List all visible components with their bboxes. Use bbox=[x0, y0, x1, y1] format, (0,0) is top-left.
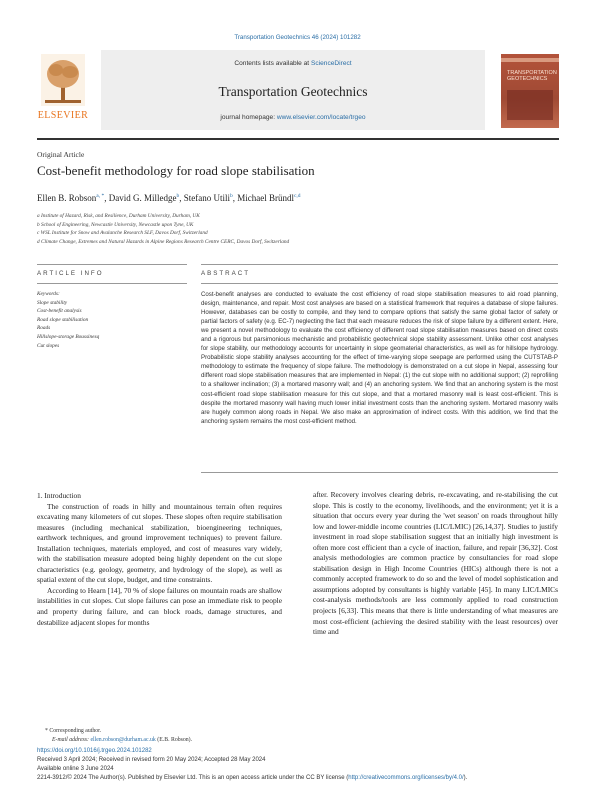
paragraph: According to Hearn [14], 70 % of slope failures on mountain roads are shallow instabilities in cut slopes. Cut slope failures can pose an immediate risk to people and property during failure, and can block roads, damage structures, and destabilize adjacent slopes for months bbox=[37, 585, 282, 627]
affiliation-marker[interactable]: c,d bbox=[293, 193, 301, 199]
keyword: Cost-benefit analysis bbox=[37, 308, 82, 315]
corresponding-author-note: * Corresponding author. bbox=[45, 728, 102, 734]
author-list bbox=[37, 193, 301, 203]
keywords-label: Keywords: bbox=[37, 291, 60, 297]
homepage-line bbox=[101, 114, 485, 121]
doi-text[interactable]: https://doi.org/10.1016/j.trgeo.2024.101282 bbox=[37, 748, 152, 754]
email-link[interactable]: ellen.robson@durham.ac.uk bbox=[90, 737, 156, 743]
elsevier-logo[interactable] bbox=[37, 54, 89, 124]
affiliation: a Institute of Hazard, Risk, and Resilience, Durham University, Durham, UK bbox=[37, 213, 200, 219]
keyword: Slope stability bbox=[37, 299, 68, 306]
masthead-info-box bbox=[101, 50, 485, 130]
license-link[interactable]: http://creativecommons.org/licenses/by/4.0/ bbox=[348, 775, 464, 781]
journal-title: Transportation Geotechnics bbox=[218, 84, 368, 99]
journal-cover[interactable] bbox=[501, 54, 559, 128]
received-dates: Received 3 April 2024; Received in revised form 20 May 2024; Accepted 28 May 2024 bbox=[37, 757, 266, 763]
abstract-heading: ABSTRACT bbox=[201, 270, 251, 277]
doi-link[interactable] bbox=[37, 748, 559, 754]
author-name[interactable]: , David G. Milledge bbox=[104, 193, 177, 203]
abstract-text: Cost-benefit analyses are conducted to evaluate the cost efficiency of road slope stabilisation measures to aid road planning, design, maintenance, and repair. Most cost analyses are based on a statistical framework that requires a database of slope failures. However, databases can be costly to compile, and they tend to compare options that satisfy the same global factor of safety or partial factors of safety (e.g. EC-7) neglecting the fact that each measure reduces the risk of slope failure by a different extent. Here, we present a novel methodology to evaluate the cost efficiency of different road slope stabilisation measures based on direct costs and a rigorous but parsimonious mechanistic and probabilistic geotechnical slope stability assessment. Unlike other cost analyses for slope stability, our methodology accounts for uncertainty in slope geomaterial characteristics, as well as for hillslope hydrology. Probabilistic slope stability analyses accounting for the effect of time-varying slope seepage are performed using the CUTSTAB-P methodology to estimate the frequency of slope failure. The methodology is demonstrated on a cut slope in Nepal, assessing four different road slope stabilisation measures that are implemented in Nepal: (1) the cut slope with no additional support; (2) reprofiling to a shallower inclination; (3) a mortared masonry wall; and (4) an anchoring system. We find that an anchoring system is the most cost-efficient road slope stabilisation measure for this cut slope, and that a mortared masonry wall is least cost-efficient. This is despite the mortared masonry wall having much lower initial investment costs than the anchoring system. Mortared masonry walls are hugely common along roads in Nepal. We also make an approximation of indirect costs. With this addition, we find that the anchoring system remains the most cost-efficient method. bbox=[201, 291, 558, 425]
cover-image bbox=[507, 90, 553, 120]
article-info-top-rule bbox=[37, 264, 187, 265]
affiliation-marker[interactable]: a, * bbox=[96, 193, 105, 199]
abstract-bottom-rule bbox=[201, 472, 558, 473]
article-info-heading: ARTICLE INFO bbox=[37, 270, 104, 277]
cover-band bbox=[501, 58, 559, 62]
author-name[interactable]: Ellen B. Robson bbox=[37, 193, 97, 203]
license-line bbox=[37, 775, 559, 781]
body-column-left bbox=[37, 491, 282, 628]
email-suffix: (E.B. Robson). bbox=[155, 737, 193, 743]
publisher-name: ELSEVIER bbox=[37, 110, 89, 121]
affiliation: d Climate Change, Extremes and Natural Hazards in Alpine Regions Research Centre CERC, Davos Dorf, Switzerland bbox=[37, 238, 290, 245]
affiliation: b School of Engineering, Newcastle University, Newcastle upon Tyne, UK bbox=[37, 221, 194, 228]
article-type: Original Article bbox=[37, 150, 85, 159]
homepage-prefix: journal homepage: bbox=[220, 114, 277, 121]
body-column-right bbox=[313, 490, 558, 638]
keywords-block bbox=[37, 290, 187, 350]
keyword: Road slope stabilisation bbox=[37, 316, 89, 323]
journal-masthead bbox=[37, 50, 559, 136]
sciencedirect-link[interactable]: ScienceDirect bbox=[310, 60, 352, 67]
article-title: Cost-benefit methodology for road slope stabilisation bbox=[37, 163, 315, 178]
elsevier-tree-icon bbox=[41, 54, 85, 106]
author-name[interactable]: , Stefano Utili bbox=[179, 193, 230, 203]
keyword: Roads bbox=[37, 325, 51, 332]
email-label: E-mail address: bbox=[52, 737, 91, 743]
section-heading: 1. Introduction bbox=[37, 491, 81, 500]
contents-line bbox=[101, 60, 485, 67]
affiliation: c WSL Institute for Snow and Avalanche Research SLF, Davos Dorf, Switzerland bbox=[37, 230, 208, 237]
abstract-top-rule bbox=[201, 264, 558, 265]
license-prefix: 2214-3912/© 2024 The Author(s). Published by Elsevier Ltd. This is an open access article under the CC BY license ( bbox=[37, 775, 349, 781]
journal-homepage-link[interactable]: www.elsevier.com/locate/trgeo bbox=[276, 114, 366, 121]
cover-title: TRANSPORTATION GEOTECHNICS bbox=[507, 70, 557, 83]
affiliation-marker[interactable]: b bbox=[176, 193, 180, 199]
header-divider bbox=[37, 138, 559, 140]
article-info-rule bbox=[37, 283, 187, 284]
author-name[interactable]: , Michael Bründl bbox=[232, 193, 294, 203]
affiliation-marker[interactable]: b bbox=[229, 193, 233, 199]
contents-prefix: Contents lists available at bbox=[234, 60, 311, 67]
journal-reference[interactable]: Transportation Geotechnics 46 (2024) 101282 bbox=[234, 34, 361, 41]
keyword: Hillslope-storage Boussinesq bbox=[37, 333, 100, 340]
paragraph: The construction of roads in hilly and mountainous terrain often requires excavating many kilometers of cut slopes. These slopes often require stabilisation measures (including mechanical stabilization, bioengineering techniques, earthwork techniques, and ground improvement techniques) to prevent failure. Installation techniques, materials employed, and cost of measures vary widely, with the stabilisation measure adopted being highly dependent on the cut slope characteristics (e.g. geology, geometry, and hydrology of the slope), as well as spatial extent of the cut slope, budget, and time constraints. bbox=[37, 501, 282, 585]
affiliation-list bbox=[37, 212, 557, 246]
email-footnote bbox=[52, 737, 192, 743]
keyword: Cut slopes bbox=[37, 342, 60, 349]
abstract-rule bbox=[201, 283, 558, 284]
license-suffix: ). bbox=[463, 775, 468, 781]
paragraph: after. Recovery involves clearing debris, re-excavating, and re-stabilising the cut slope. This is costly to the economy, livelihoods, and the environment; yet it is a situation that occurs every year during the 'wet season' on roads throughout hilly low and lower-middle income countries (LIC/LMIC) [26,14,37]. Studies to justify investment in road slope stabilisation suggest that an initially high investment is often more cost efficient than a cycle of inaction, failure, and repair [36,32]. Cost analysis methodologies are common practice by consultancies for road slope stabilisation design in High Income Countries (HICs) although there is not a commonly accepted framework to do so and the level of model sophistication and assumptions adopted by consultants is highly variable [45]. In many LIC/LMICs cost-analysis methods/tools are less commonly applied to road construction projects [6,33]. This means that there is little understanding of what measures are most cost-efficient (achieving the desired stability with the least resources) over time and bbox=[313, 490, 558, 637]
available-online: Available online 3 June 2024 bbox=[37, 766, 114, 772]
